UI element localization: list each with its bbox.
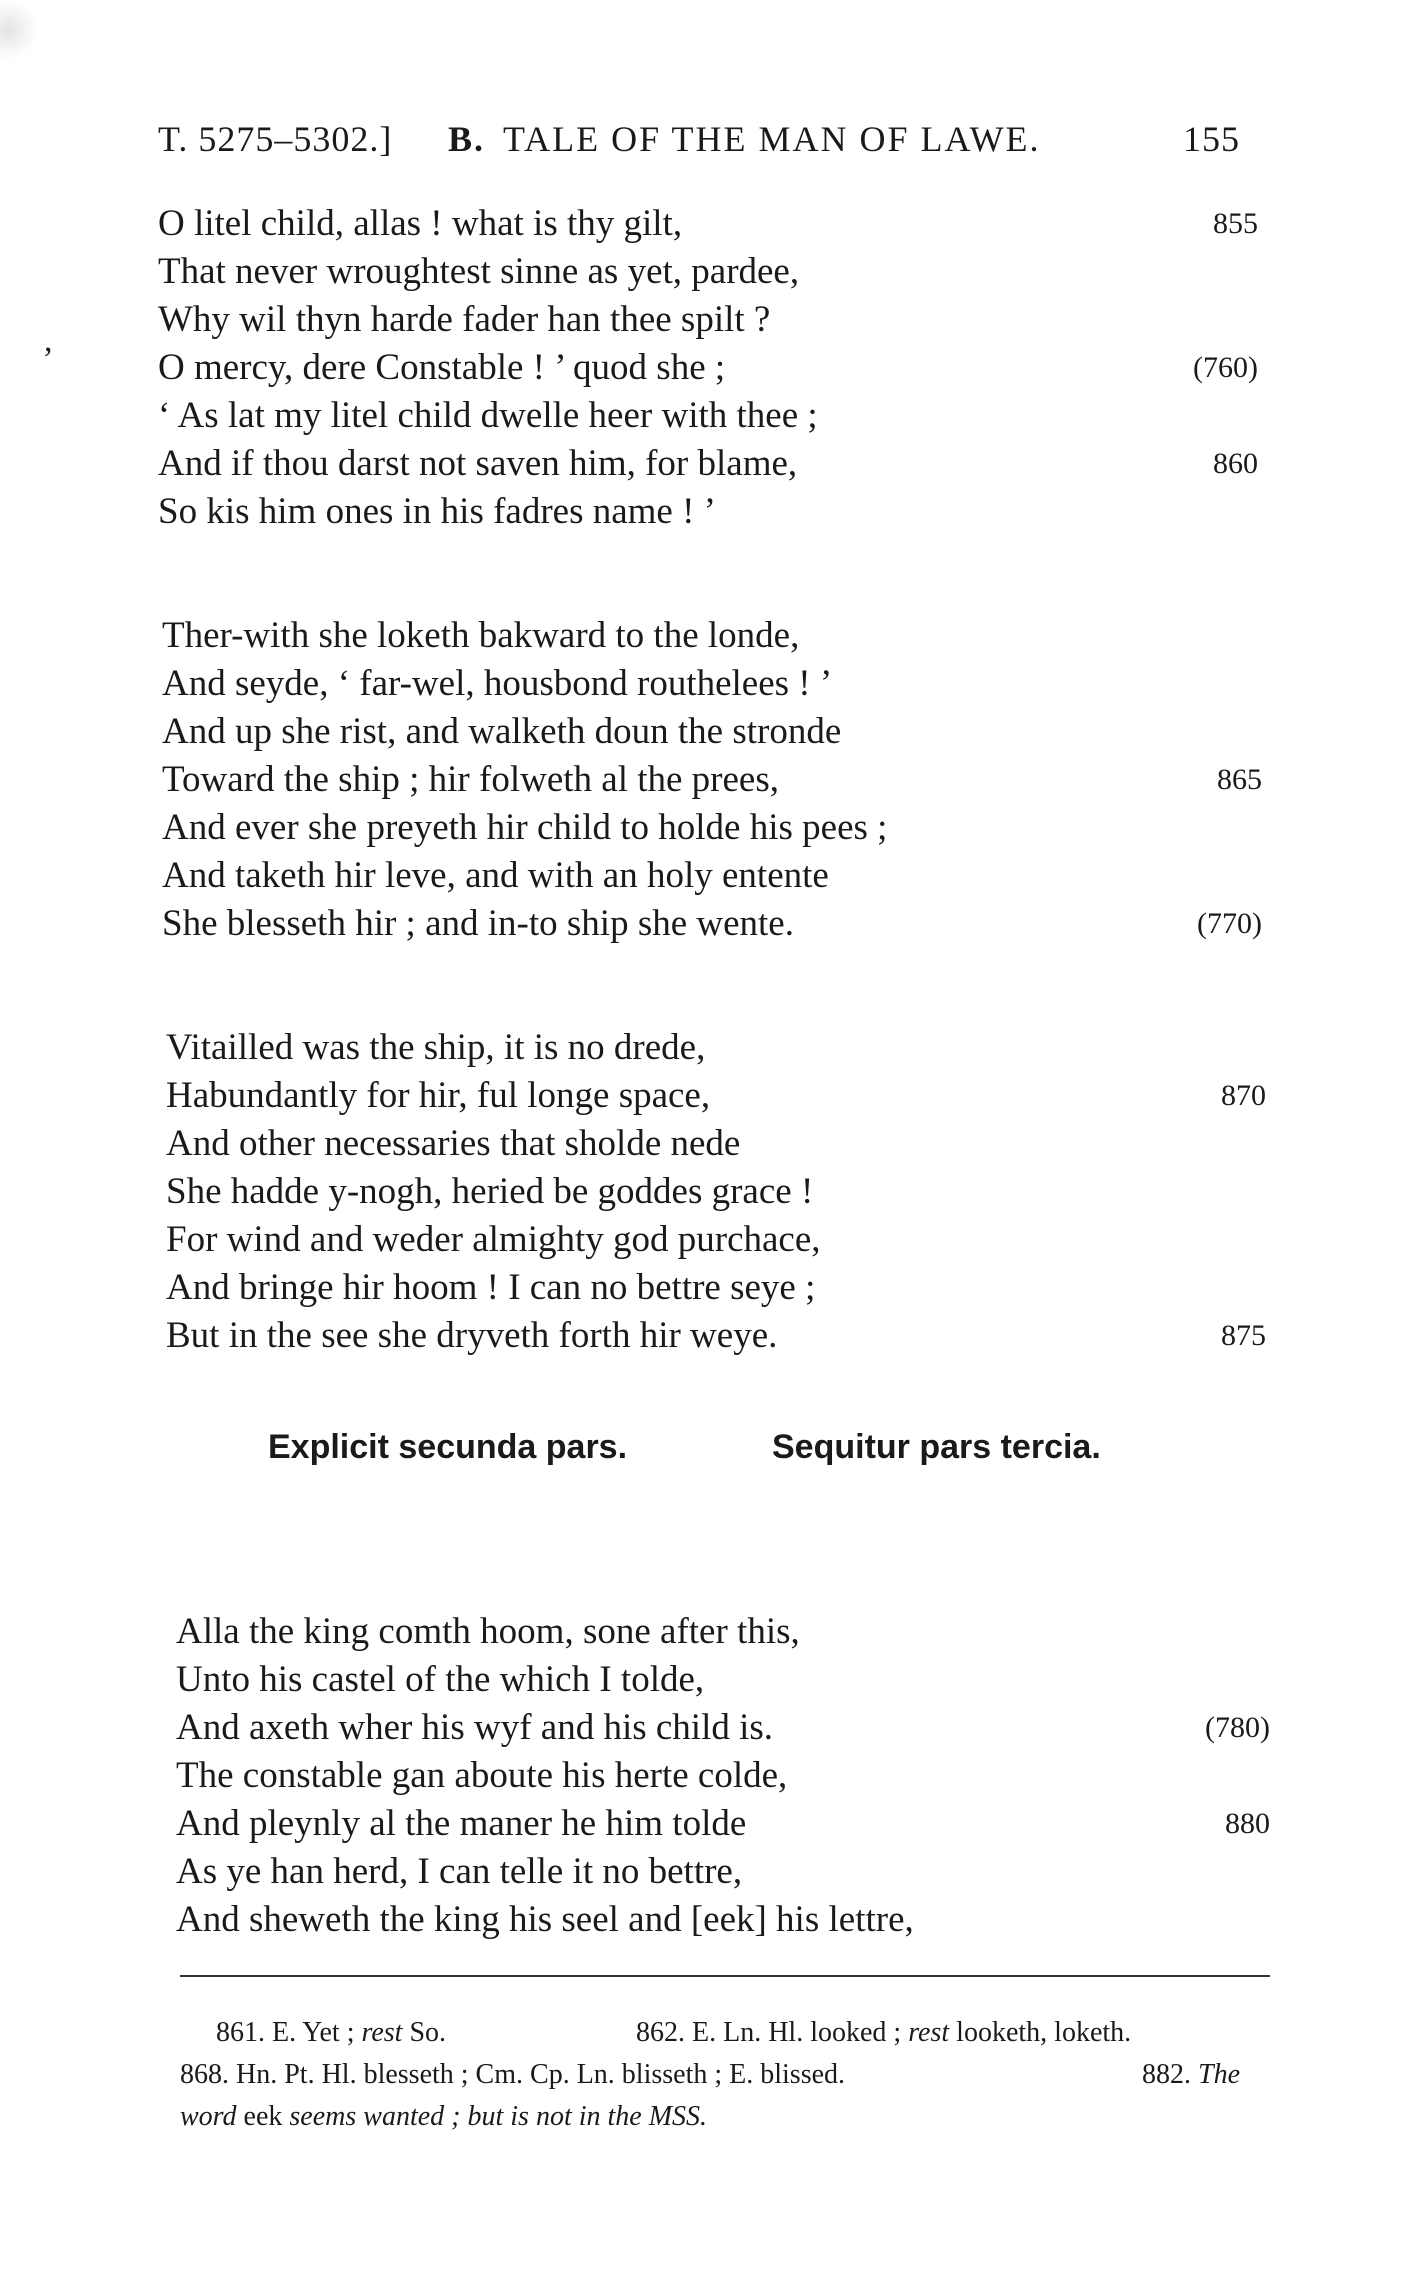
verse-text: Unto his castel of the which I tolde, <box>176 1659 705 1700</box>
verse-line <box>166 1120 1266 1168</box>
line-number: 870 <box>1221 1079 1266 1112</box>
verse-line <box>158 296 1258 344</box>
verse-line <box>162 612 1262 660</box>
verse-text: And sheweth the king his seel and [eek] his lettre, <box>176 1899 914 1940</box>
verse-text: Why wil thyn harde fader han thee spilt ? <box>158 299 771 340</box>
stanza-2 <box>162 612 1262 948</box>
stanza-4 <box>176 1608 1270 1944</box>
footnotes <box>180 2012 1270 2138</box>
verse-line <box>176 1608 1270 1656</box>
verse-line <box>166 1264 1266 1312</box>
verse-line <box>162 708 1262 756</box>
verse-line <box>166 1072 1266 1120</box>
verse-text: Habundantly for hir, ful longe space, <box>166 1075 711 1116</box>
verse-line <box>158 440 1258 488</box>
verse-text: And axeth wher his wyf and his child is. <box>176 1707 774 1748</box>
verse-text: And pleynly al the maner he him tolde <box>176 1803 747 1844</box>
verse-line <box>176 1752 1270 1800</box>
verse-text: The constable gan aboute his herte colde, <box>176 1755 788 1796</box>
line-number: 860 <box>1213 447 1258 480</box>
verse-line <box>162 804 1262 852</box>
page-speck <box>0 0 40 150</box>
tale-title <box>448 118 1041 160</box>
verse-line <box>166 1168 1266 1216</box>
verse-line <box>176 1656 1270 1704</box>
verse-text: And bringe hir hoom ! I can no bettre seye ; <box>166 1267 816 1308</box>
line-number: 865 <box>1217 763 1262 796</box>
verse-text: Vitailled was the ship, it is no drede, <box>166 1027 706 1068</box>
explicit-secunda: Explicit secunda pars. <box>268 1428 628 1466</box>
verse-text: Toward the ship ; hir folweth al the prees, <box>162 759 779 800</box>
verse-text: O litel child, allas ! what is thy gilt, <box>158 203 683 244</box>
verse-text: That never wroughtest sinne as yet, pardee, <box>158 251 800 292</box>
verse-line <box>162 660 1262 708</box>
verse-text: But in the see she dryveth forth hir weye. <box>166 1315 778 1356</box>
verse-text: And seyde, ‘ far-wel, housbond routhelees ! ’ <box>162 663 833 704</box>
footnote-882: 882. The <box>1142 2059 1240 2090</box>
line-number: (760) <box>1193 351 1258 384</box>
verse-text: Alla the king comth hoom, sone after this, <box>176 1611 800 1652</box>
line-number: (770) <box>1197 907 1262 940</box>
verse-text: And up she rist, and walketh doun the stronde <box>162 711 842 752</box>
verse-line <box>162 852 1262 900</box>
verse-text: ‘ As lat my litel child dwelle heer with thee ; <box>158 395 818 436</box>
verse-line <box>162 900 1262 948</box>
page-number: 155 <box>1183 119 1240 159</box>
line-number: 880 <box>1225 1807 1270 1840</box>
footnote-882-cont: word eek seems wanted ; but is not in the MSS. <box>180 2101 708 2132</box>
verse-text: She hadde y-nogh, heried be goddes grace ! <box>166 1171 814 1212</box>
stanza-1 <box>158 200 1258 536</box>
verse-line <box>176 1896 1270 1944</box>
footnote-862: 862. E. Ln. Hl. looked ; rest looketh, loketh. <box>636 2017 1132 2048</box>
running-header <box>158 118 1240 168</box>
verse-line <box>158 392 1258 440</box>
verse-text: As ye han herd, I can telle it no bettre, <box>176 1851 743 1892</box>
footnote-line <box>180 2096 1270 2138</box>
verse-text: O mercy, dere Constable ! ’ quod she ; <box>158 347 726 388</box>
verse-line <box>158 488 1258 536</box>
verse-line <box>158 248 1258 296</box>
line-number: 855 <box>1213 207 1258 240</box>
verse-text: And other necessaries that sholde nede <box>166 1123 741 1164</box>
verse-line <box>176 1800 1270 1848</box>
footnote-line <box>180 2054 1270 2096</box>
section-letter: B. <box>448 119 486 159</box>
verse-line <box>162 756 1262 804</box>
verse-text: She blesseth hir ; and in-to ship she wente. <box>162 903 794 944</box>
line-range: T. 5275–5302.] <box>158 119 393 159</box>
verse-text: For wind and weder almighty god purchace, <box>166 1219 821 1260</box>
verse-text: So kis him ones in his fadres name ! ’ <box>158 491 716 532</box>
verse-line <box>158 200 1258 248</box>
margin-mark: , <box>44 322 53 359</box>
verse-line <box>158 344 1258 392</box>
verse-text: And taketh hir leve, and with an holy entente <box>162 855 829 896</box>
footnote-868: 868. Hn. Pt. Hl. blesseth ; Cm. Cp. Ln. blisseth ; E. blissed. <box>180 2059 846 2090</box>
verse-line <box>176 1704 1270 1752</box>
footnote-861: 861. E. Yet ; rest So. <box>216 2017 447 2048</box>
verse-line <box>166 1312 1266 1360</box>
verse-line <box>166 1024 1266 1072</box>
verse-text: And ever she preyeth hir child to holde his pees ; <box>162 807 888 848</box>
verse-line <box>166 1216 1266 1264</box>
footnote-line <box>180 2012 1270 2054</box>
stanza-3 <box>166 1024 1266 1360</box>
line-number: 875 <box>1221 1319 1266 1352</box>
verse-line <box>176 1848 1270 1896</box>
sequitur-tercia: Sequitur pars tercia. <box>772 1428 1101 1466</box>
verse-text: Ther-with she loketh bakward to the londe, <box>162 615 800 656</box>
line-number: (780) <box>1205 1711 1270 1744</box>
footnote-rule <box>180 1975 1270 1977</box>
verse-text: And if thou darst not saven him, for blame, <box>158 443 798 484</box>
title-text: TALE OF THE MAN OF LAWE. <box>503 119 1041 159</box>
